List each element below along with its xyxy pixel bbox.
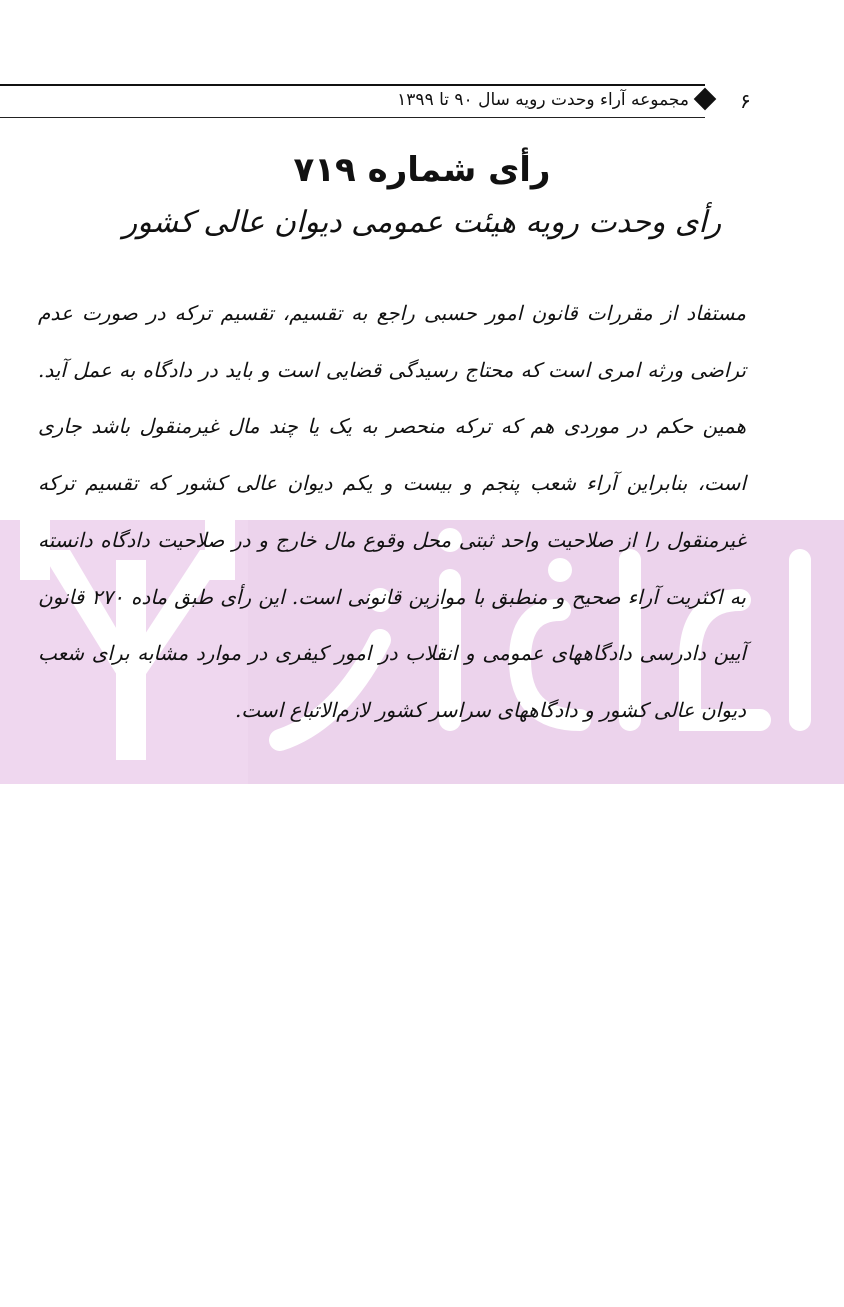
page-title: رأی شماره ۷۱۹ xyxy=(293,150,551,190)
ruling-paragraph: مستفاد از مقررات قانون امور حسبی راجع به تقسیم، تقسیم ترکه در صورت عدم تراضی ورثه امری است که محتاج رسیدگی قضایی است و باید در دادگاه به عمل آید. همین حکم در موردی هم که ترکه منحصر به یک یا چند مال غیرمنقول باشد جاری است، بنابراین آراء شعب پنجم و بیست و یکم دیوان عالی کشور که تقسیم ترکه غیرمنقول را از صلاحیت واحد ثبتی محل وقوع مال خارج و در صلاحیت دادگاه دانسته به اکثریت آراء صحیح و منطبق با موازین قانونی است. این رأی طبق ماده ۲۷۰ قانون آیین دادرسی دادگاههای عمومی و انقلاب در امور کیفری در موارد مشابه برای شعب دیوان عالی کشور و دادگاههای سراسر کشور لازم‌الاتباع است. xyxy=(38,301,746,722)
header-bottom-rule xyxy=(0,117,705,118)
running-title: مجموعه آراء وحدت رویه سال ۹۰ تا ۱۳۹۹ xyxy=(397,90,689,110)
page-number: ۶ xyxy=(740,89,751,113)
running-header xyxy=(0,86,844,116)
diamond-ornament-icon xyxy=(694,88,717,111)
page-subtitle: رأی وحدت رویه هیئت عمومی دیوان عالی کشور xyxy=(122,205,722,240)
